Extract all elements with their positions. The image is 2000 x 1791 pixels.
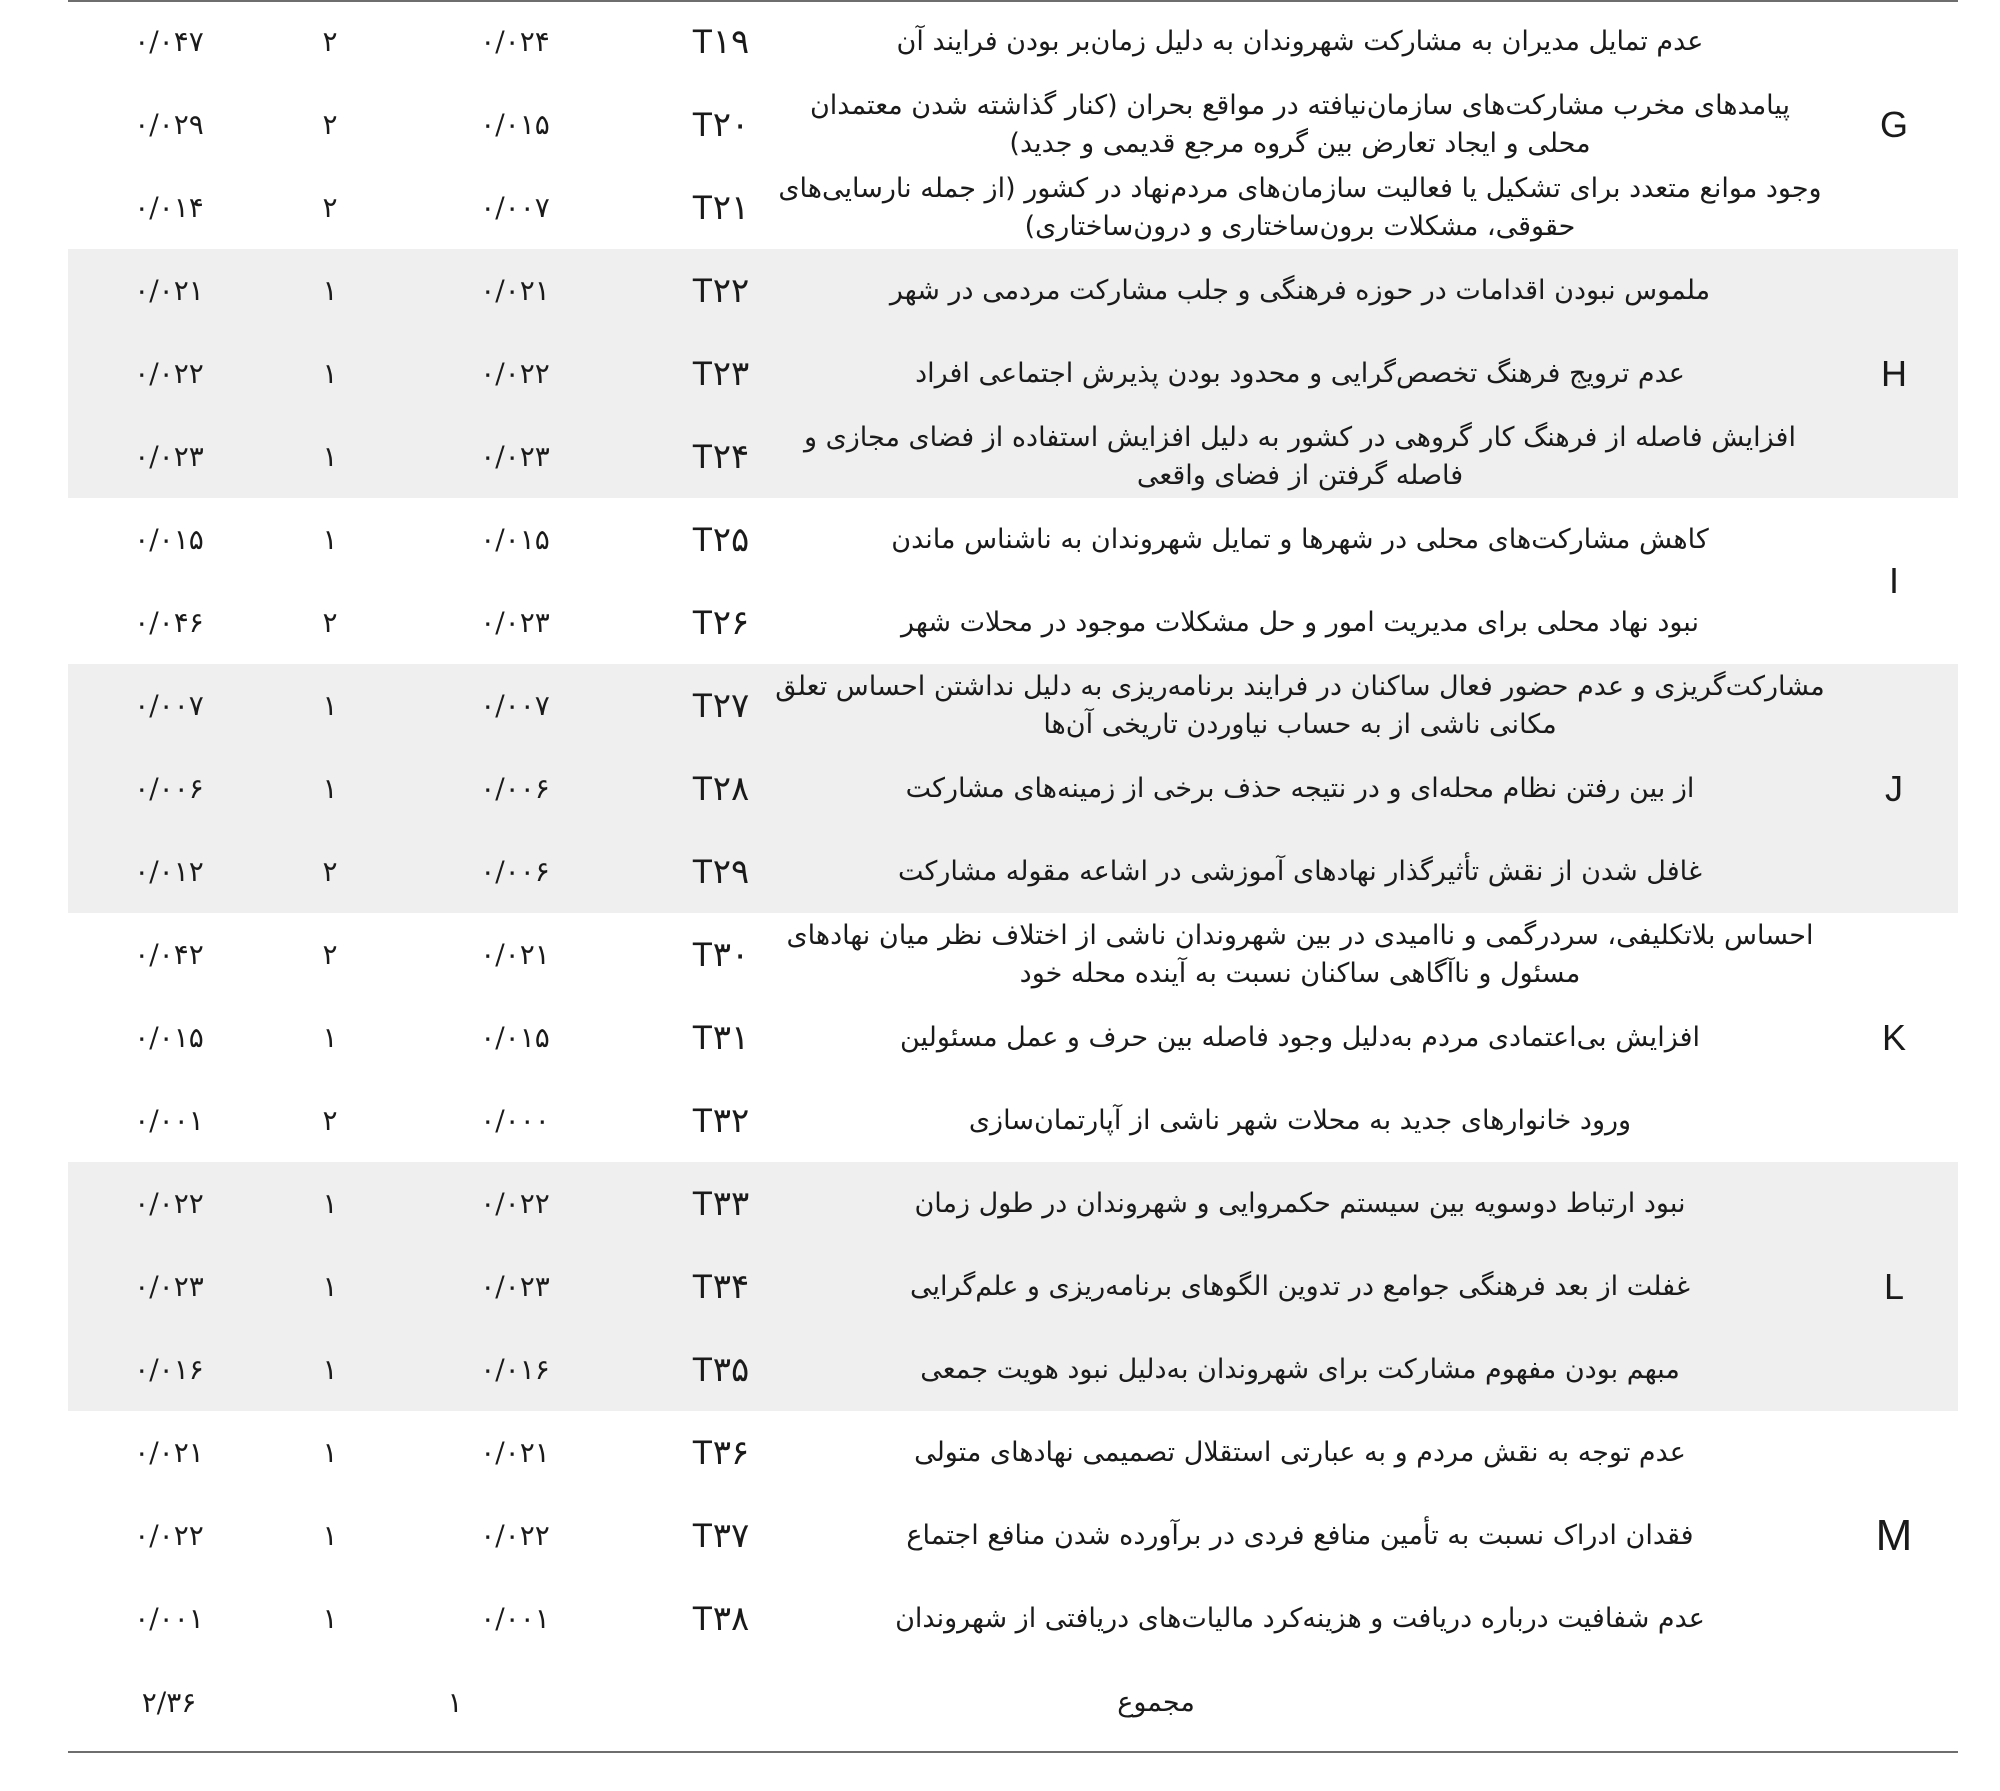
weight: ۰/۰۲۱ <box>480 1435 550 1469</box>
weighted-score: ۰/۰۱۶ <box>68 1328 270 1411</box>
table-row <box>68 1245 1958 1328</box>
threat-description: کاهش مشارکت‌های محلی در شهرها و تمایل شهروندان به ناشناس ماندن <box>891 523 1709 555</box>
table-row <box>68 83 1958 166</box>
weight: ۰/۰۲۳ <box>480 605 550 639</box>
weighted-score: ۰/۰۴۶ <box>134 605 204 639</box>
table-row <box>68 0 1958 83</box>
bottom-rule <box>68 1751 1958 1753</box>
threat-code: T۱۹ <box>692 22 750 61</box>
weighted-score: ۰/۰۱۵ <box>134 1020 204 1054</box>
weight: ۰/۰۲۳ <box>390 415 640 498</box>
threat-code: T۳۴ <box>640 1245 770 1328</box>
weighted-score: ۰/۰۲۹ <box>134 107 204 141</box>
weight: ۰/۰۰۶ <box>390 747 640 830</box>
weight: ۰/۰۲۴ <box>480 24 550 58</box>
weight: ۰/۰۲۲ <box>480 1518 550 1552</box>
threat-description: نبود ارتباط دوسویه بین سیستم حکمروایی و شهروندان در طول زمان <box>770 1162 1830 1245</box>
weighted-score: ۰/۰۰۱ <box>134 1601 204 1635</box>
weight: ۰/۰۱۵ <box>480 107 550 141</box>
threat-code: T۲۸ <box>640 747 770 830</box>
threat-description: وجود موانع متعدد برای تشکیل یا فعالیت سازمان‌های مردم‌نهاد در کشور (از جمله نارسایی‌های حقوقی، مشکلات برون‌ساختاری و درون‌ساختاری) <box>778 172 1822 242</box>
threat-description: غفلت از بعد فرهنگی جوامع در تدوین الگوهای برنامه‌ریزی و علم‌گرایی <box>770 1245 1830 1328</box>
rating: ۲ <box>322 937 338 971</box>
weighted-score: ۰/۰۲۲ <box>68 332 270 415</box>
table-row <box>68 1328 1958 1411</box>
threat-description: عدم تمایل مدیران به مشارکت شهروندان به دلیل زمان‌بر بودن فرایند آن <box>896 25 1704 57</box>
rating: ۱ <box>270 664 390 747</box>
weighted-score: ۰/۰۲۱ <box>134 1435 204 1469</box>
threat-description: عدم ترویج فرهنگ تخصص‌گرایی و محدود بودن پذیرش اجتماعی افراد <box>770 332 1830 415</box>
rating: ۲ <box>322 605 338 639</box>
threat-code: T۳۲ <box>692 1101 750 1140</box>
weight: ۰/۰۰۱ <box>480 1601 550 1635</box>
threat-code: T۳۸ <box>692 1599 750 1638</box>
weighted-score: ۰/۰۱۲ <box>68 830 270 913</box>
weight: ۰/۰۲۲ <box>390 332 640 415</box>
threat-description: فقدان ادراک نسبت به تأمین منافع فردی در برآورده شدن منافع اجتماع <box>906 1519 1694 1551</box>
threat-code: T۳۰ <box>692 935 750 974</box>
weight: ۰/۰۲۳ <box>390 1245 640 1328</box>
table-row <box>68 747 1958 830</box>
threat-description: احساس بلاتکلیفی، سردرگمی و ناامیدی در بین شهروندان ناشی از اختلاف نظر میان نهادهای مسئول و ناآگاهی ساکنان نسبت به آینده محله خود <box>786 919 1814 989</box>
weighted-score: ۰/۰۱۴ <box>134 190 204 224</box>
weighted-score: ۰/۰۲۱ <box>68 249 270 332</box>
total-score: ۲/۳۶ <box>141 1686 197 1719</box>
rating: ۲ <box>322 24 338 58</box>
weight: ۰/۰۰۰ <box>480 1103 550 1137</box>
rating: ۱ <box>322 1435 338 1469</box>
rating: ۱ <box>270 747 390 830</box>
threat-code: T۲۹ <box>640 830 770 913</box>
table-row <box>68 913 1958 996</box>
weighted-score: ۰/۰۴۷ <box>134 24 204 58</box>
threat-code: T۲۳ <box>640 332 770 415</box>
table-row <box>68 664 1958 747</box>
table-row <box>68 332 1958 415</box>
threat-description: از بین رفتن نظام محله‌ای و در نتیجه حذف برخی از زمینه‌های مشارکت <box>770 747 1830 830</box>
threat-code: T۲۲ <box>640 249 770 332</box>
threat-code: T۳۵ <box>640 1328 770 1411</box>
table-row <box>68 581 1958 664</box>
weighted-score: ۰/۰۲۲ <box>134 1518 204 1552</box>
threat-code: T۳۶ <box>692 1433 750 1472</box>
rating: ۱ <box>270 1162 390 1245</box>
rating: ۱ <box>270 415 390 498</box>
weighted-score: ۰/۰۴۲ <box>134 937 204 971</box>
table-row <box>68 249 1958 332</box>
weight: ۰/۰۲۲ <box>390 1162 640 1245</box>
table-row <box>68 1577 1958 1660</box>
table-row <box>68 996 1958 1079</box>
table-row <box>68 830 1958 913</box>
group-label: M <box>1875 1510 1913 1560</box>
threat-code: T۲۷ <box>640 664 770 747</box>
threat-description: غافل شدن از نقش تأثیرگذار نهادهای آموزشی در اشاعه مقوله مشارکت <box>770 830 1830 913</box>
threat-description: افزایش بی‌اعتمادی مردم به‌دلیل وجود فاصله بین حرف و عمل مسئولین <box>899 1021 1701 1053</box>
rating: ۱ <box>322 1020 338 1054</box>
threat-code: T۲۱ <box>692 188 750 227</box>
weight: ۰/۰۰۷ <box>480 190 550 224</box>
weighted-score: ۰/۰۲۳ <box>68 1245 270 1328</box>
weighted-score: ۰/۰۰۷ <box>68 664 270 747</box>
weight: ۰/۰۱۵ <box>480 522 550 556</box>
table-row <box>68 1162 1958 1245</box>
threat-description: افزایش فاصله از فرهنگ کار گروهی در کشور به دلیل افزایش استفاده از فضای مجازی و فاصله گرفتن از فضای واقعی <box>770 415 1830 498</box>
weighted-score: ۰/۰۲۳ <box>68 415 270 498</box>
group-label: I <box>1888 560 1899 601</box>
rating: ۲ <box>322 1103 338 1137</box>
rating: ۱ <box>270 1245 390 1328</box>
group-label: H <box>1830 249 1958 498</box>
group-label: G <box>1879 103 1908 145</box>
threat-code: T۲۵ <box>692 520 750 559</box>
weighted-score: ۰/۰۰۱ <box>134 1103 204 1137</box>
weight: ۰/۰۰۷ <box>390 664 640 747</box>
threat-code: T۳۳ <box>640 1162 770 1245</box>
threat-description: عدم شفافیت درباره دریافت و هزینه‌کرد مالیات‌های دریافتی از شهروندان <box>895 1602 1705 1634</box>
threat-description: پیامدهای مخرب مشارکت‌های سازمان‌نیافته در مواقع بحران (کنار گذاشته شدن معتمدان محلی و ایجاد تعارض بین گروه مرجع قدیمی و جدید) <box>809 89 1791 159</box>
weighted-score: ۰/۰۲۲ <box>68 1162 270 1245</box>
group-label: K <box>1881 1016 1906 1058</box>
total-row <box>68 1660 1958 1746</box>
threat-code: T۲۴ <box>640 415 770 498</box>
threats-weight-table <box>68 0 1958 1746</box>
threat-description: ملموس نبودن اقدامات در حوزه فرهنگی و جلب مشارکت مردمی در شهر <box>770 249 1830 332</box>
table-row <box>68 1494 1958 1577</box>
threat-code: T۳۷ <box>692 1516 750 1555</box>
total-label: مجموع <box>1117 1687 1195 1718</box>
weighted-score: ۰/۰۰۶ <box>68 747 270 830</box>
table-row <box>68 1411 1958 1494</box>
threat-code: T۲۶ <box>692 603 750 642</box>
rating: ۱ <box>270 1328 390 1411</box>
table-row <box>68 166 1958 249</box>
table-row <box>68 498 1958 581</box>
weighted-score: ۰/۰۱۵ <box>134 522 204 556</box>
rating: ۱ <box>322 1518 338 1552</box>
threat-description: ورود خانوارهای جدید به محلات شهر ناشی از آپارتمان‌سازی <box>968 1104 1632 1136</box>
threat-code: T۳۱ <box>692 1018 750 1057</box>
rating: ۱ <box>270 249 390 332</box>
weight: ۰/۰۲۱ <box>390 249 640 332</box>
rating: ۱ <box>322 522 338 556</box>
threat-description: مشارکت‌گریزی و عدم حضور فعال ساکنان در فرایند برنامه‌ریزی به دلیل نداشتن احساس تعلق مکانی ناشی از به حساب نیاوردن تاریخی آن‌ها <box>770 664 1830 747</box>
rating: ۱ <box>270 332 390 415</box>
weight: ۰/۰۱۶ <box>390 1328 640 1411</box>
group-label: L <box>1830 1162 1958 1411</box>
rating: ۲ <box>270 830 390 913</box>
threat-description: عدم توجه به نقش مردم و به عبارتی استقلال تصمیمی نهادهای متولی <box>914 1436 1686 1468</box>
table-row <box>68 1079 1958 1162</box>
threat-description: نبود نهاد محلی برای مدیریت امور و حل مشکلات موجود در محلات شهر <box>901 606 1699 638</box>
rating: ۲ <box>322 190 338 224</box>
table-row <box>68 415 1958 498</box>
weight: ۰/۰۱۵ <box>480 1020 550 1054</box>
threat-description: مبهم بودن مفهوم مشارکت برای شهروندان به‌دلیل نبود هویت جمعی <box>770 1328 1830 1411</box>
total-weight: ۱ <box>447 1686 463 1719</box>
threat-code: T۲۰ <box>692 105 750 144</box>
rating: ۱ <box>322 1601 338 1635</box>
weight: ۰/۰۰۶ <box>390 830 640 913</box>
group-label: J <box>1830 664 1958 913</box>
rating: ۲ <box>322 107 338 141</box>
weight: ۰/۰۲۱ <box>480 937 550 971</box>
